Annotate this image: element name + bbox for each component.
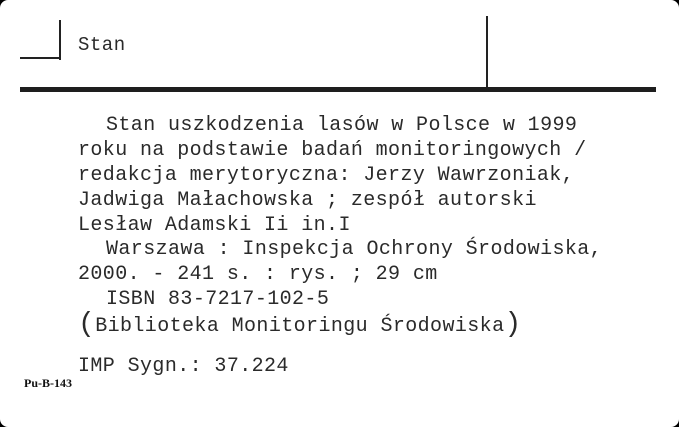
imprint-line-2: 2000. - 241 s. : rys. ; 29 cm xyxy=(78,263,438,286)
header-heading: Stan xyxy=(78,34,126,56)
signature-line: IMP Sygn.: 37.224 xyxy=(78,355,289,378)
header-rule xyxy=(20,87,656,92)
series-paren-close: ) xyxy=(504,309,522,340)
isbn-line: ISBN 83-7217-102-5 xyxy=(106,288,330,311)
title-line-3: redakcja merytoryczna: Jerzy Wawrzoniak, xyxy=(78,164,575,187)
title-line-1: Stan uszkodzenia lasów w Polsce w 1999 xyxy=(106,114,578,137)
corner-mark-vertical xyxy=(59,20,61,60)
title-line-4: Jadwiga Małachowska ; zespół autorski xyxy=(78,189,537,212)
stamp-code: Pu-B-143 xyxy=(24,376,72,390)
corner-mark-horizontal xyxy=(20,57,61,59)
title-line-5: Lesław Adamski Ii in.I xyxy=(78,214,351,237)
header-divider xyxy=(486,16,488,88)
series-title: Biblioteka Monitoringu Środowiska xyxy=(95,315,505,338)
imprint-line-1: Warszawa : Inspekcja Ochrony Środowiska, xyxy=(106,238,603,261)
title-line-2: roku na podstawie badań monitoringowych / xyxy=(78,139,587,162)
series-paren-open: ( xyxy=(78,309,96,340)
series-line xyxy=(78,309,522,340)
